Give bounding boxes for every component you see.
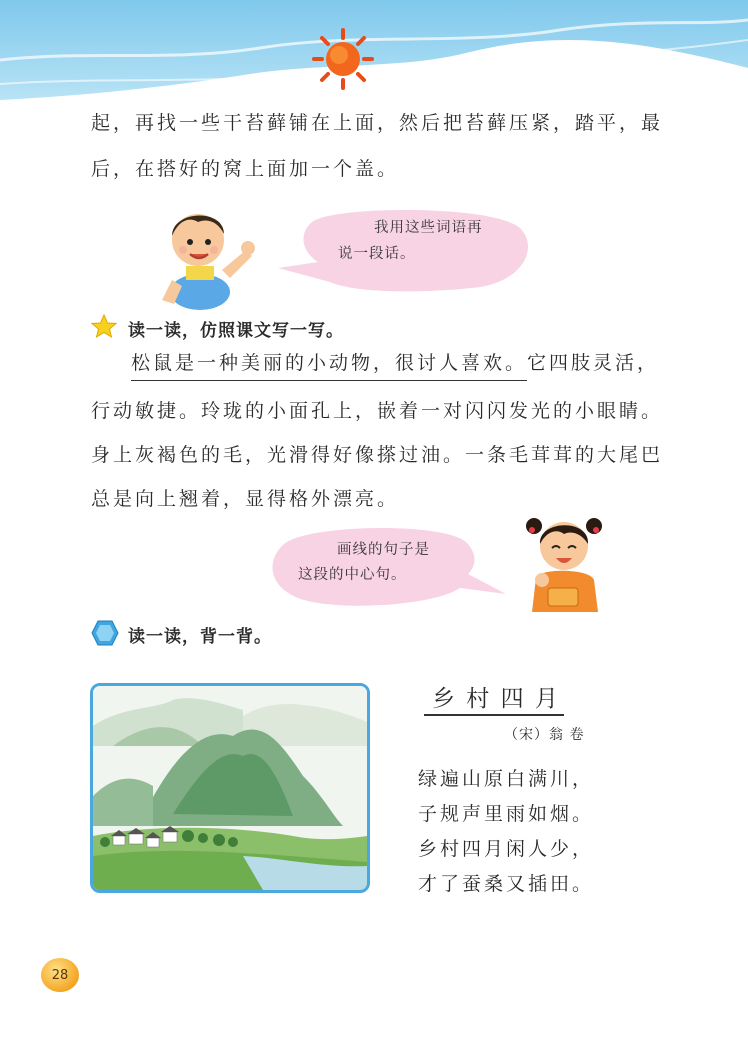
section-title-recite: 读一读，背一背。 <box>128 627 272 647</box>
sun-icon <box>312 28 374 90</box>
header-wave-banner <box>0 0 748 110</box>
paragraph-line-rest: 它四肢灵活， <box>527 352 660 374</box>
page-number: 28 <box>51 967 69 983</box>
underlined-topic-sentence: 松鼠是一种美丽的小动物，很讨人喜欢。 <box>131 352 527 381</box>
paragraph-line: 总是向上翘着，显得格外漂亮。 <box>91 488 400 510</box>
page-number-badge <box>41 958 79 992</box>
paragraph-line: 后，在搭好的窝上面加一个盖。 <box>91 158 400 180</box>
hexagon-icon <box>91 620 119 646</box>
poem-author: （宋）翁 卷 <box>504 727 585 743</box>
poem-line: 绿遍山原白满川， <box>418 768 595 790</box>
landscape-painting <box>90 683 370 893</box>
boy-illustration <box>150 200 262 312</box>
bubble-girl-text: 画线的句子是 <box>337 542 430 558</box>
paragraph-line: 行动敏捷。玲珑的小面孔上，嵌着一对闪闪发光的小眼睛。 <box>91 400 664 422</box>
poem-line: 子规声里雨如烟。 <box>418 803 595 825</box>
paragraph-line: 身上灰褐色的毛，光滑得好像搽过油。一条毛茸茸的大尾巴 <box>91 444 664 466</box>
poem-title: 乡 村 四 月 <box>432 686 560 712</box>
bubble-boy-text: 说一段话。 <box>338 246 416 262</box>
poem-title-underline <box>424 714 564 716</box>
bubble-girl-text: 这段的中心句。 <box>298 567 407 583</box>
poem-line: 才了蚕桑又插田。 <box>418 873 595 895</box>
star-icon <box>91 314 117 338</box>
bubble-boy-text: 我用这些词语再 <box>374 220 483 236</box>
paragraph-line: 起，再找一些干苔藓铺在上面，然后把苔藓压紧，踏平，最 <box>91 112 664 134</box>
section-title-imitate: 读一读，仿照课文写一写。 <box>128 321 344 341</box>
poem-line: 乡村四月闲人少， <box>418 838 595 860</box>
paragraph-line <box>131 348 659 375</box>
mountain-village-scene <box>93 686 367 890</box>
girl-illustration <box>516 508 612 614</box>
